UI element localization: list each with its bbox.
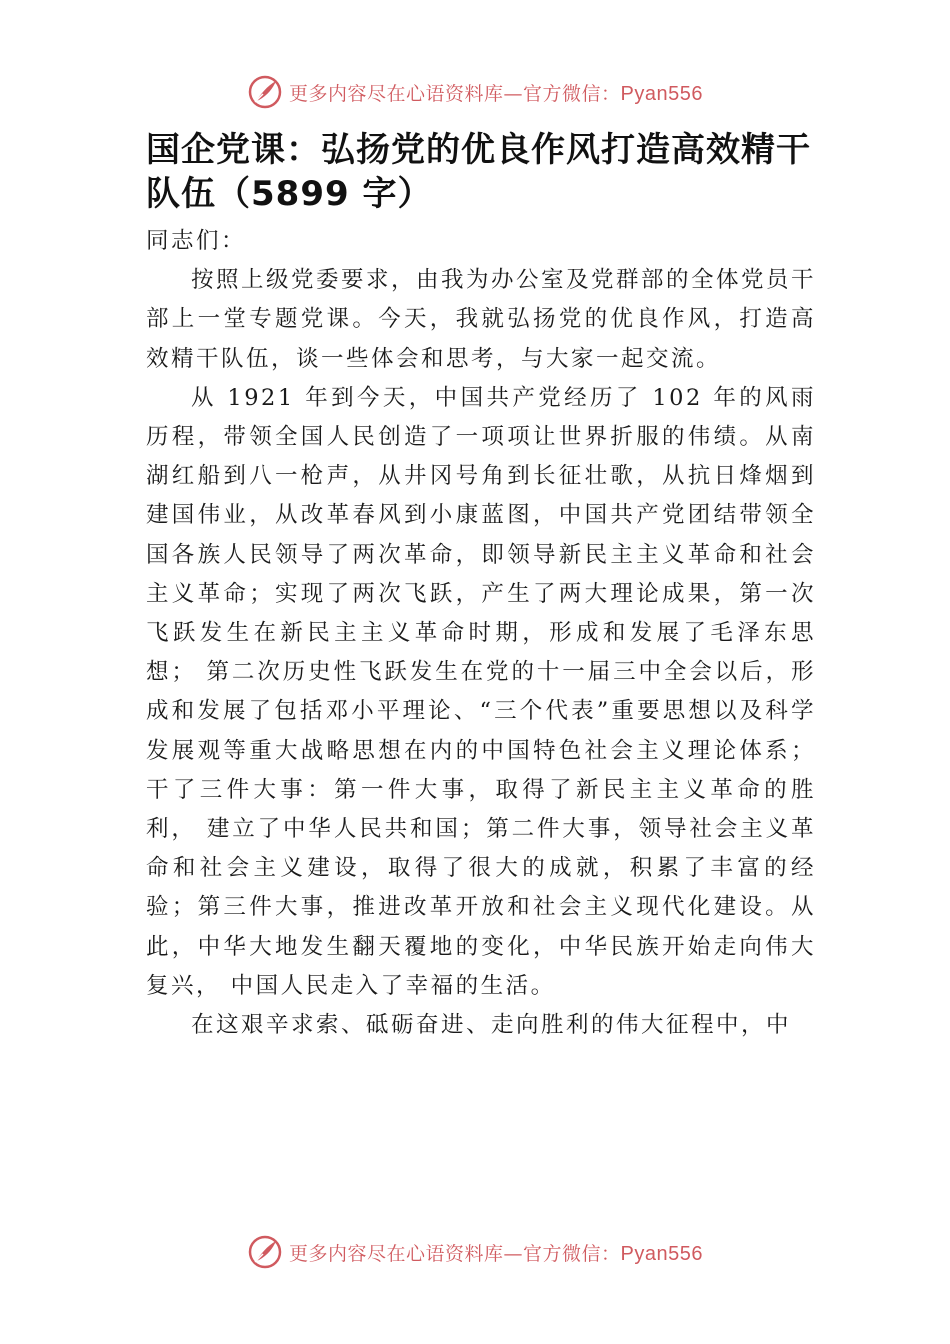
wechat-id: Pyan556 bbox=[620, 1242, 703, 1265]
banner-text bbox=[289, 1239, 703, 1266]
salutation: 同志们： bbox=[146, 228, 247, 254]
footer-banner bbox=[0, 1230, 950, 1274]
banner-label: 更多内容尽在心语资料库—官方微信： bbox=[289, 82, 621, 105]
header-banner bbox=[0, 70, 950, 114]
paragraph-2: 从 1921 年到今天，中国共产党经历了 102 年的风雨历程，带领全国人民创造了一项项让世界折服的伟绩。从南湖红船到八一枪声，从井冈号角到长征壮歌，从抗日烽烟到建国伟业，从改革春风到小康蓝图，中国共产党团结带领全国各族人民领导了两次革命，即领导新民主主义革命和社会主义革命；实现了两次飞跃，产生了两大理论成果，第一次飞跃发生在新民主主义革命时期，形成和发展了毛泽东思想； 第二次历史性飞跃发生在党的十一届三中全会以后，形成和发展了包括邓小平理论、“三个代表”重要思想以及科学发展观等重大战略思想在内的中国特色社会主义理论体系；干了三件大事：第一件大事，取得了新民主主义革命的胜利， 建立了中华人民共和国；第二件大事，领导社会主义革命和社会主义建设，取得了很大的成就，积累了丰富的经验；第三件大事，推进改革开放和社会主义现代化建设。从此，中华大地发生翻天覆地的变化，中华民族开始走向伟大复兴， 中国人民走入了幸福的生活。 bbox=[146, 384, 816, 999]
banner-label: 更多内容尽在心语资料库—官方微信： bbox=[289, 1242, 621, 1265]
paragraph-1: 按照上级党委要求，由我为办公室及党群部的全体党员干部上一堂专题党课。今天，我就弘扬党的优良作风，打造高效精干队伍，谈一些体会和思考，与大家一起交流。 bbox=[146, 267, 817, 372]
feather-pen-logo-icon bbox=[247, 1234, 283, 1270]
document-body bbox=[146, 222, 816, 1045]
banner-text bbox=[289, 79, 703, 106]
paragraph-3: 在这艰辛求索、砥砺奋进、走向胜利的伟大征程中，中 bbox=[191, 1012, 792, 1039]
document-title: 国企党课：弘扬党的优良作风打造高效精干队伍（5899 字） bbox=[146, 130, 811, 214]
feather-pen-logo-icon bbox=[247, 74, 283, 110]
wechat-id: Pyan556 bbox=[620, 82, 703, 105]
